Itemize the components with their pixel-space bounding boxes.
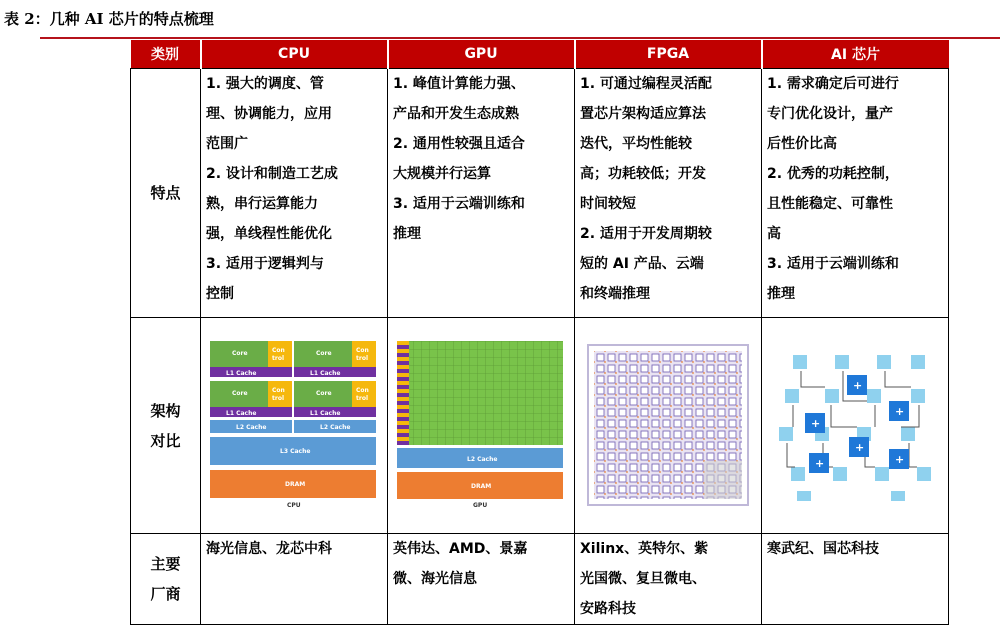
- svg-text:Core: Core: [232, 389, 248, 397]
- svg-text:+: +: [855, 440, 865, 454]
- header-row: [131, 40, 949, 69]
- cpu-l1-label: L1 Cache: [226, 369, 257, 377]
- svg-text:Core: Core: [316, 389, 332, 397]
- svg-text:trol: trol: [272, 394, 285, 402]
- fpga-architecture-cell: [575, 318, 762, 534]
- ai-chip-architecture-cell: [762, 318, 949, 534]
- ai-chip-vendors: 寒武纪、国芯科技: [762, 534, 949, 625]
- gpu-l2-label: L2 Cache: [467, 455, 498, 463]
- gpu-dram-label: DRAM: [471, 482, 492, 490]
- architecture-label: 架构 对比: [131, 318, 201, 534]
- features-label: 特点: [131, 69, 201, 318]
- svg-text:Con: Con: [272, 386, 285, 394]
- cpu-caption: CPU: [287, 501, 301, 509]
- svg-text:Core: Core: [316, 349, 332, 357]
- cpu-vendors: 海光信息、龙芯中科: [201, 534, 388, 625]
- svg-text:trol: trol: [272, 354, 285, 362]
- cpu-architecture-diagram: [210, 341, 378, 511]
- svg-text:+: +: [853, 378, 863, 392]
- svg-text:trol: trol: [356, 394, 369, 402]
- ai-chip-features: 1. 需求确定后可进行 专门优化设计，量产 后性价比高 2. 优秀的功耗控制， 且性能稳定、可靠性 高 3. 适用于云端训练和 推理: [762, 69, 949, 318]
- fpga-architecture-diagram: [584, 341, 752, 511]
- cpu-l2-label: L2 Cache: [236, 423, 267, 431]
- svg-text:trol: trol: [356, 354, 369, 362]
- architecture-row: [131, 318, 949, 534]
- fpga-features: 1. 可通过编程灵活配 置芯片架构适应算法 迭代，平均性能较 高；功耗较低；开发 时间较短 2. 适用于开发周期较 短的 AI 产品、云端 和终端推理: [575, 69, 762, 318]
- gpu-caption: GPU: [473, 501, 488, 509]
- table-title: 表 2：几种 AI 芯片的特点梳理: [4, 10, 214, 28]
- gpu-vendors: 英伟达、AMD、景嘉 微、海光信息: [388, 534, 575, 625]
- gpu-architecture-diagram: [397, 341, 565, 511]
- svg-text:+: +: [815, 456, 825, 470]
- svg-text:L2 Cache: L2 Cache: [320, 423, 351, 431]
- gpu-architecture-cell: [388, 318, 575, 534]
- vendors-label: 主要 厂商: [131, 534, 201, 625]
- svg-text:+: +: [895, 452, 905, 466]
- header-fpga: FPGA: [575, 40, 762, 69]
- ai-chip-architecture-diagram: [771, 341, 939, 511]
- svg-text:Con: Con: [356, 386, 369, 394]
- header-ai-chip: AI 芯片: [762, 40, 949, 69]
- vendors-row: [131, 534, 949, 625]
- svg-text:L1 Cache: L1 Cache: [226, 409, 257, 417]
- svg-text:Con: Con: [272, 346, 285, 354]
- cpu-features: 1. 强大的调度、管 理、协调能力，应用 范围广 2. 设计和制造工艺成 熟，串行运算能力 强，单线程性能优化 3. 适用于逻辑判与 控制: [201, 69, 388, 318]
- fpga-vendors: Xilinx、英特尔、紫 光国微、复旦微电、 安路科技: [575, 534, 762, 625]
- cpu-architecture-cell: [201, 318, 388, 534]
- gpu-features: 1. 峰值计算能力强、 产品和开发生态成熟 2. 通用性较强且适合 大规模并行运算 3. 适用于云端训练和 推理: [388, 69, 575, 318]
- cpu-l3-label: L3 Cache: [280, 447, 311, 455]
- cpu-dram-label: DRAM: [285, 480, 306, 488]
- svg-text:L1 Cache: L1 Cache: [310, 409, 341, 417]
- cpu-core-label: Core: [232, 349, 248, 357]
- svg-text:L1 Cache: L1 Cache: [310, 369, 341, 377]
- header-cpu: CPU: [201, 40, 388, 69]
- comparison-table: [130, 40, 949, 625]
- svg-text:Con: Con: [356, 346, 369, 354]
- svg-text:+: +: [895, 404, 905, 418]
- features-row: [131, 69, 949, 318]
- title-rule: [40, 37, 1000, 39]
- header-gpu: GPU: [388, 40, 575, 69]
- svg-text:+: +: [811, 416, 821, 430]
- header-category: 类别: [131, 40, 201, 69]
